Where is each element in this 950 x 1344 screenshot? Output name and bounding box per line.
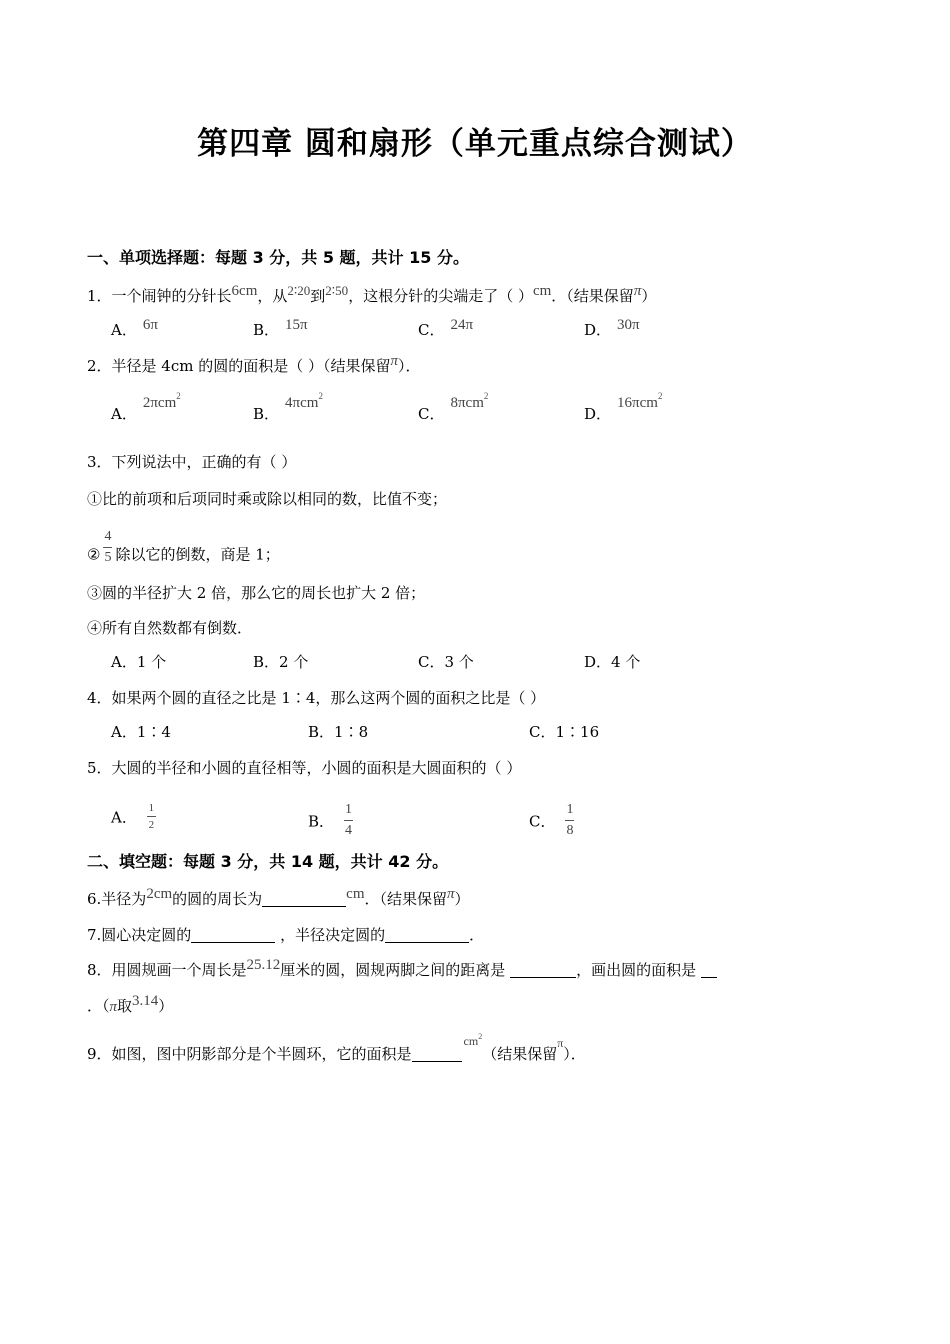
pi-symbol: π	[447, 886, 455, 902]
q3-option-d: D．4 个	[584, 653, 641, 671]
question-8-continued: ．（π取3.14）	[87, 993, 174, 1015]
answer-blank[interactable]	[510, 961, 576, 978]
q4-option-a: A．1∶4	[111, 723, 171, 741]
q1-option-c: C． 24π	[418, 317, 474, 339]
q4-option-b: B．1∶8	[308, 723, 369, 741]
q1-text-c: 到	[310, 287, 326, 305]
q1-text-e: ．（结果保留	[551, 287, 634, 305]
q5-option-c: C． $\frac{1}{8}$	[529, 802, 574, 838]
question-1	[87, 283, 657, 307]
q5-option-a: A． $\frac{1}{2}$	[111, 802, 155, 831]
question-6: 6.半径为2cm的圆的周长为 cm．（结果保留π）	[87, 886, 470, 908]
section-heading-2: 二、填空题：每题 3 分，共 14 题，共计 42 分。	[87, 852, 449, 871]
q1-unit: cm	[532, 283, 552, 299]
question-8: 8．用圆规画一个周长是25.12厘米的圆，圆规两脚之间的距离是 ，画出圆的面积是	[87, 960, 717, 981]
q1-option-b: B． 15π	[253, 317, 308, 339]
pi-symbol: π	[109, 999, 118, 1015]
q4-option-c: C．1∶16	[529, 723, 600, 741]
q1-text-b: ，从	[257, 287, 288, 305]
q5-option-b: B． $\frac{1}{4}$	[308, 802, 353, 838]
q3-statement-2: ② $\frac{4}{5}$ 除以它的倒数，商是 1；	[87, 529, 280, 565]
question-4: 4．如果两个圆的直径之比是 1∶4，那么这两个圆的面积之比是（ ）	[87, 689, 546, 707]
answer-blank[interactable]	[385, 926, 469, 943]
q2-option-a: A．2πcm$^2$	[111, 391, 181, 423]
question-9: 9．如图，图中阴影部分是个半圆环，它的面积是$^{cm2}$（结果保留$^\pi$）．	[87, 1032, 586, 1063]
answer-blank[interactable]	[262, 890, 346, 907]
q1-option-a: A． 6π	[111, 317, 158, 339]
q2-option-c: C．8πcm$^2$	[418, 391, 489, 423]
pi-symbol: π	[390, 353, 399, 369]
q1-time-end: 2∶50	[325, 283, 349, 298]
page-title: 第四章 圆和扇形（单元重点综合测试）	[197, 126, 753, 162]
question-2: 2．半径是 4cm 的圆的面积是（ ）（结果保留π）．	[87, 353, 421, 375]
q1-text-a: 1．一个闹钟的分针长	[87, 287, 232, 305]
fraction-4-5: $\frac{4}{5}$	[104, 529, 112, 565]
question-5: 5．大圆的半径和小圆的直径相等，小圆的面积是大圆面积的（ ）	[87, 759, 522, 777]
q3-statement-1: ①比的前项和后项同时乘或除以相同的数，比值不变；	[87, 490, 448, 508]
pi-symbol: π	[633, 283, 642, 299]
q1-text-f: ）	[641, 287, 657, 305]
q2-option-b: B．4πcm$^2$	[253, 391, 323, 423]
answer-blank[interactable]	[191, 926, 275, 943]
q3-option-c: C．3 个	[418, 653, 474, 671]
q1-length: 6cm	[231, 283, 258, 299]
q3-option-a: A．1 个	[111, 653, 167, 671]
q2-option-d: D．16πcm$^2$	[584, 391, 663, 423]
answer-blank[interactable]	[701, 961, 717, 978]
question-7: 7.圆心决定圆的 ，半径决定圆的 ．	[87, 926, 485, 944]
q3-statement-3: ③圆的半径扩大 2 倍，那么它的周长也扩大 2 倍；	[87, 584, 426, 602]
question-3: 3．下列说法中，正确的有（ ）	[87, 453, 297, 471]
q3-option-b: B．2 个	[253, 653, 309, 671]
q1-option-d: D． 30π	[584, 317, 640, 339]
q1-time-start: 2∶20	[287, 283, 311, 298]
section-heading-1: 一、单项选择题：每题 3 分，共 5 题，共计 15 分。	[87, 248, 469, 267]
q3-statement-4: ④所有自然数都有倒数．	[87, 619, 253, 637]
q1-text-d: ，这根分针的尖端走了（ ）	[348, 287, 533, 305]
answer-blank[interactable]	[412, 1045, 462, 1062]
pi-symbol: π	[557, 1036, 564, 1050]
